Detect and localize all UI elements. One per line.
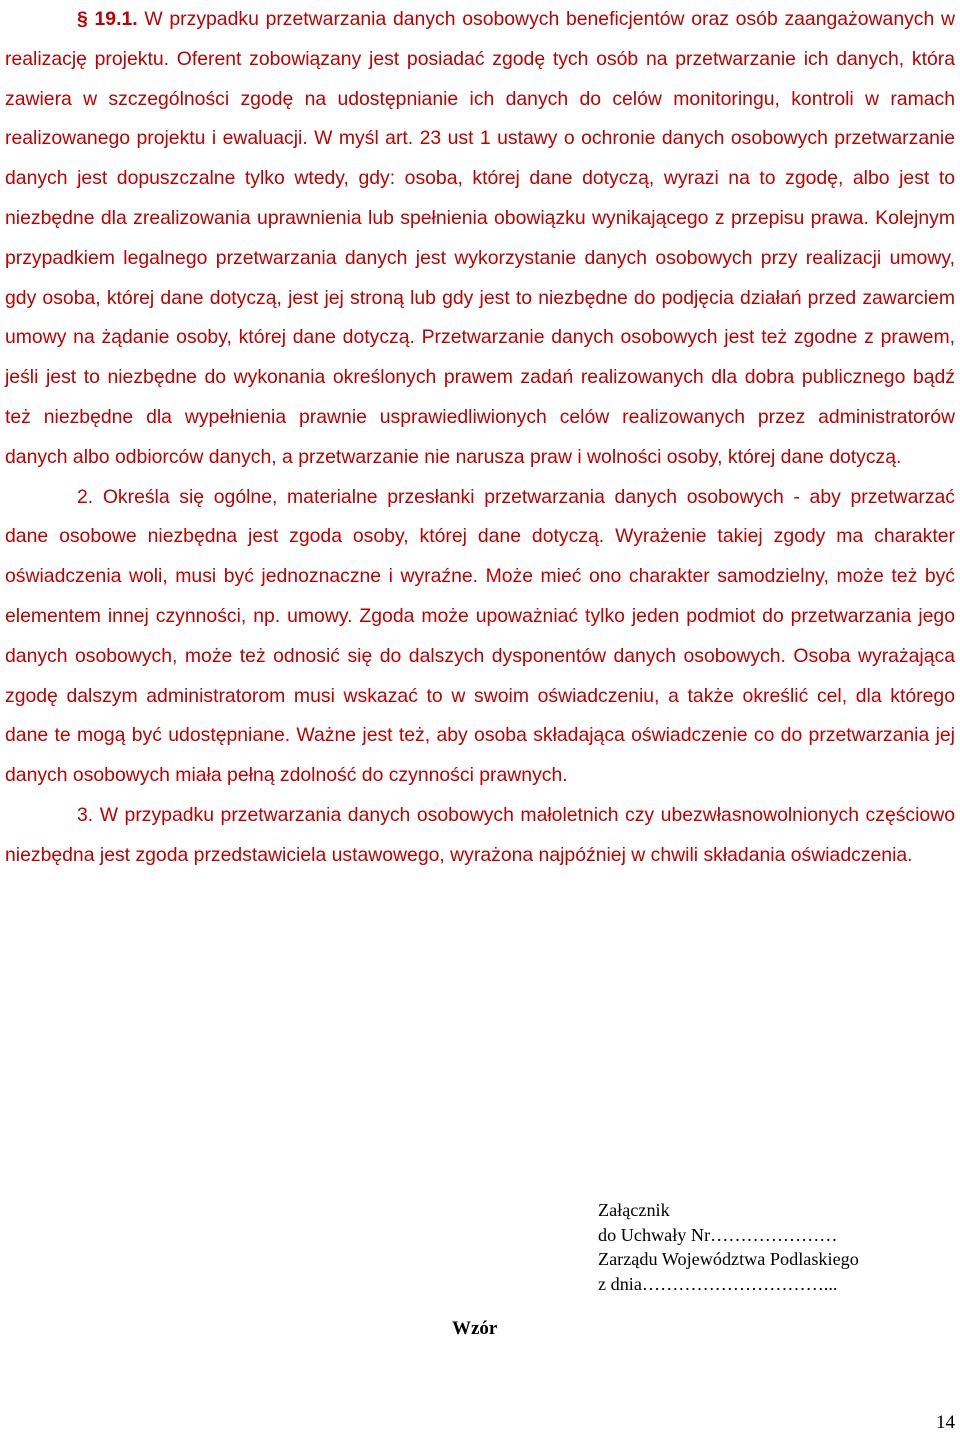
annex-line-3: Zarządu Województwa Podlaskiego bbox=[598, 1249, 859, 1270]
paragraph-3 bbox=[5, 796, 955, 876]
section-symbol: § bbox=[77, 8, 88, 30]
paragraph-2 bbox=[5, 478, 955, 796]
paragraph-1-text: W przypadku przetwarzania danych osobowych beneficjentów oraz osób zaangażowanych w realizację projektu. Oferent zobowiązany jest posiadać zgodę tych osób na przetwarzanie ich danych, która zawiera w szczególności zgodę na udostępnianie ich danych do celów monitoringu, kontroli w ramach realizowanego projektu i ewaluacji. W myśl art. 23 ust 1 ustawy o ochronie danych osobowych przetwarzanie danych jest dopuszczalne tylko wtedy, gdy: osoba, której dane dotyczą, wyrazi na to zgodę, albo jest to niezbędne dla zrealizowania uprawnienia lub spełnienia obowiązku wynikającego z przepisu prawa. Kolejnym przypadkiem legalnego przetwarzania danych jest wykorzystanie danych osobowych przy realizacji umowy, gdy osoba, której dane dotyczą, jest jej stroną lub gdy jest to niezbędne do podjęcia działań przed zawarciem umowy na żądanie osoby, której dane dotyczą. Przetwarzanie danych osobowych jest też zgodne z prawem, jeśli jest to niezbędne do wykonania określonych prawem zadań realizowanych dla dobra publicznego bądź też niezbędne dla wypełnienia prawnie usprawiedliwionych celów realizowanych przez administratorów danych albo odbiorców danych, a przetwarzanie nie narusza praw i wolności osoby, której dane dotyczą. bbox=[5, 8, 956, 468]
annex-line-4: z dnia…………………………... bbox=[598, 1273, 838, 1294]
paragraph-2-text: 2. Określa się ogólne, materialne przesłanki przetwarzania danych osobowych - aby przetwarzać dane osobowe niezbędna jest zgoda osoby, której dane dotyczą. Wyrażenie takiej zgody ma charakter oświadczenia woli, musi być jednoznaczne i wyraźne. Może mieć ono charakter samodzielny, może też być elementem innej czynności, np. umowy. Zgoda może upoważniać tylko jeden podmiot do przetwarzania jego danych osobowych, może też odnosić się do dalszych dysponentów danych osobowych. Osoba wyrażająca zgodę dalszym administratorom musi wskazać to w swoim oświadczeniu, a także określić cel, dla którego dane te mogą być udostępniane. Ważne jest też, aby osoba składająca oświadczenie co do przetwarzania jej danych osobowych miała pełną zdolność do czynności prawnych. bbox=[5, 485, 955, 787]
page-number: 14 bbox=[936, 1412, 955, 1433]
document-body bbox=[5, 0, 955, 876]
annex-line-2: do Uchwały Nr………………… bbox=[598, 1224, 838, 1245]
paragraph-1 bbox=[5, 0, 955, 478]
annex-header bbox=[598, 1198, 859, 1296]
section-number: 19.1. bbox=[94, 8, 138, 30]
template-title: Wzór bbox=[452, 1318, 498, 1339]
annex-line-1: Załącznik bbox=[598, 1200, 670, 1220]
paragraph-3-text: 3. W przypadku przetwarzania danych osobowych małoletnich czy ubezwłasnowolnionych częściowo niezbędna jest zgoda przedstawiciela ustawowego, wyrażona najpóźniej w chwili składania oświadczenia. bbox=[5, 803, 955, 866]
